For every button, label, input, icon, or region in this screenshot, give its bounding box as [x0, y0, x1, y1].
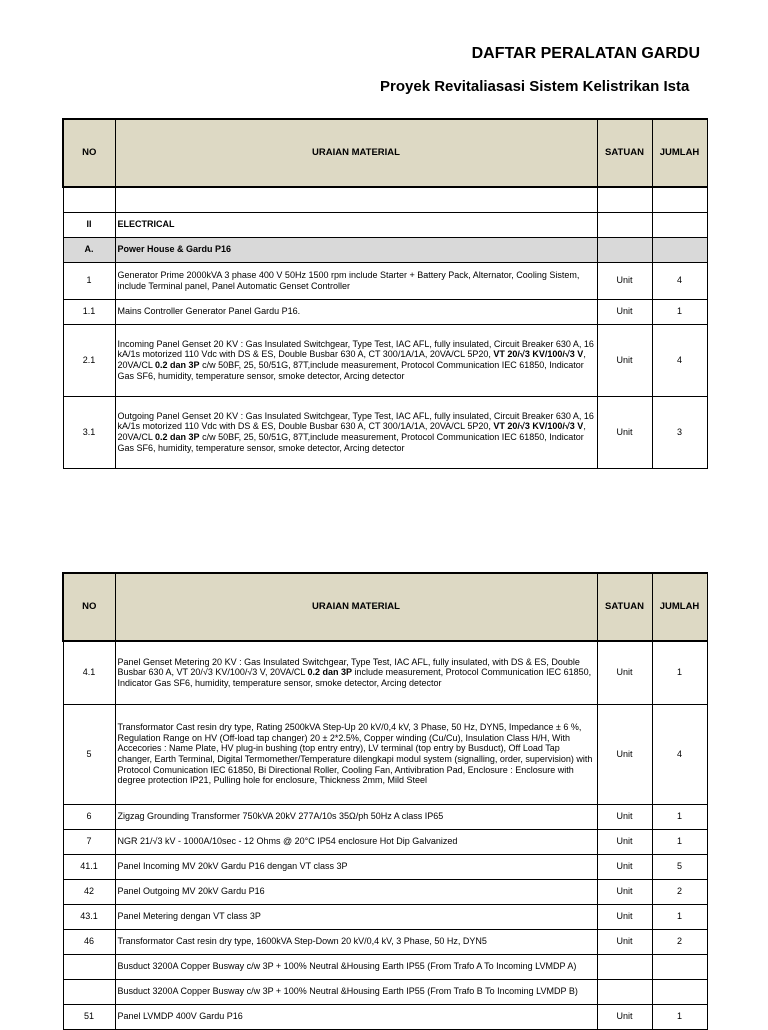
- cell-jumlah: [652, 237, 707, 262]
- cell-satuan: [597, 954, 652, 979]
- table-row: [63, 1004, 707, 1029]
- cell-no: 2.1: [63, 324, 115, 396]
- cell-satuan: Unit: [597, 804, 652, 829]
- cell-desc: Busduct 3200A Copper Busway c/w 3P + 100% Neutral &Housing Earth IP55 (From Trafo B To Incoming LVMDP B): [115, 979, 597, 1004]
- cell-satuan: Unit: [597, 299, 652, 324]
- cell-jumlah: 2: [652, 929, 707, 954]
- header-jumlah: JUMLAH: [652, 119, 707, 187]
- cell-jumlah: 3: [652, 396, 707, 468]
- desc-bold-text: VT 20/√3 KV/100/√3 V: [493, 421, 584, 432]
- header-uraian-material: URAIAN MATERIAL: [115, 119, 597, 187]
- cell-desc: Generator Prime 2000kVA 3 phase 400 V 50Hz 1500 rpm include Starter + Battery Pack, Alternator, Cooling Sistem, include Terminal panel, Panel Automatic Genset Controller: [115, 262, 597, 299]
- cell-satuan: Unit: [597, 929, 652, 954]
- cell-jumlah: 1: [652, 1004, 707, 1029]
- desc-text: , 20VA/CL: [117, 421, 586, 442]
- blank-row: [63, 187, 707, 212]
- desc-bold-text: 0.2 dan 3P: [155, 432, 200, 442]
- header-no: NO: [63, 573, 115, 641]
- cell-no: II: [63, 212, 115, 237]
- table-row: [63, 804, 707, 829]
- desc-text: include measurement, Protocol Communication IEC 61850, Indicator Gas SF6, humidity, temperature sensor, smoke detector, Arcing detector: [117, 667, 592, 689]
- cell-no: 1.1: [63, 299, 115, 324]
- table-row: [63, 954, 707, 979]
- cell-satuan: Unit: [597, 324, 652, 396]
- cell-desc: NGR 21/√3 kV - 1000A/10sec - 12 Ohms @ 20°C IP54 enclosure Hot Dip Galvanized: [115, 829, 597, 854]
- cell-no: 43.1: [63, 904, 115, 929]
- table-header-row: [63, 119, 707, 187]
- desc-bold-text: 0.2 dan 3P: [155, 360, 200, 370]
- cell-no: [63, 979, 115, 1004]
- cell-jumlah: 4: [652, 262, 707, 299]
- cell-jumlah: 2: [652, 879, 707, 904]
- cell-no: 6: [63, 804, 115, 829]
- cell-jumlah: 4: [652, 704, 707, 804]
- table-row: [63, 879, 707, 904]
- cell-satuan: Unit: [597, 262, 652, 299]
- cell-jumlah: [652, 187, 707, 212]
- desc-text: Outgoing Panel Genset 20 KV : Gas Insulated Switchgear, Type Test, IAC AFL, fully insulated, Circuit Breaker 630 A, 16 kA/1s motorized 110 Vdc with DS & ES, Double Busbar 630 A, CT 300/1A/1A, 20VA/CL 5P20,: [117, 410, 594, 432]
- cell-satuan: [597, 237, 652, 262]
- cell-desc: [115, 187, 597, 212]
- cell-desc: Panel Metering dengan VT class 3P: [115, 904, 597, 929]
- cell-no: [63, 954, 115, 979]
- cell-satuan: [597, 212, 652, 237]
- cell-desc: ELECTRICAL: [115, 212, 597, 237]
- cell-no: 42: [63, 879, 115, 904]
- desc-text: Panel Genset Metering 20 KV : Gas Insulated Switchgear, Type Test, IAC AFL, fully insulated, with DS & ES, Double Busbar 630 A, VT 20/√3 KV/100/√3 V, 20VA/CL: [117, 656, 580, 678]
- cell-jumlah: [652, 954, 707, 979]
- table-header-row: [63, 573, 707, 641]
- cell-desc: Panel LVMDP 400V Gardu P16: [115, 1004, 597, 1029]
- cell-no: 5: [63, 704, 115, 804]
- cell-jumlah: [652, 212, 707, 237]
- cell-desc: [115, 641, 597, 704]
- desc-bold-text: 0.2 dan 3P: [307, 667, 353, 678]
- table-row: [63, 854, 707, 879]
- cell-no: 1: [63, 262, 115, 299]
- cell-desc: [115, 396, 597, 468]
- material-table-2: [62, 572, 708, 1030]
- cell-desc: Transformator Cast resin dry type, Rating 2500kVA Step-Up 20 kV/0,4 kV, 3 Phase, 50 Hz, DYN5, Impedance ± 6 %, Regulation Range on HV (Off-load tap changer) 20 ± 2*2.5%, Copper winding (Cu/Cu), Insulation Class H/H, With Accecories : Name Plate, HV plug-in bushing (top entry entry), LV terminal (top entry by Busduct), Off Load Tap changer, Earth Terminal, Digital Termomether/Temperature dilengkapi modul system (signalling, order, supervision) with Protocol Comunication IEC 61850, Bi Directional Roller, Cooling Fan, Antivibration Pad, Enclosure : Enclosure with degree protection IP21, Pulling hole for enclosure, Thickness 2mm, Mild Steel: [115, 704, 597, 804]
- subsection-row-power-house: [63, 237, 707, 262]
- header-satuan: SATUAN: [597, 573, 652, 641]
- cell-no: 4.1: [63, 641, 115, 704]
- cell-desc: Transformator Cast resin dry type, 1600kVA Step-Down 20 kV/0,4 kV, 3 Phase, 50 Hz, DYN5: [115, 929, 597, 954]
- table-row: [63, 929, 707, 954]
- cell-jumlah: 1: [652, 904, 707, 929]
- header-satuan: SATUAN: [597, 119, 652, 187]
- table-row: [63, 641, 707, 704]
- cell-no: 3.1: [63, 396, 115, 468]
- cell-no: 41.1: [63, 854, 115, 879]
- cell-satuan: Unit: [597, 879, 652, 904]
- desc-text: , 20VA/CL: [117, 349, 586, 370]
- cell-no: [63, 187, 115, 212]
- header-no: NO: [63, 119, 115, 187]
- cell-desc: [115, 324, 597, 396]
- table-row: [63, 324, 707, 396]
- desc-text: c/w 50BF, 25, 50/51G, 87T,include measurement, Protocol Communication IEC 61850, Indicator Gas SF6, humidity, temperature sensor, smoke detector, Arcing detector: [117, 360, 584, 381]
- cell-jumlah: 1: [652, 804, 707, 829]
- cell-desc: Mains Controller Generator Panel Gardu P16.: [115, 299, 597, 324]
- table-row: [63, 396, 707, 468]
- desc-bold-text: VT 20/√3 KV/100/√3 V: [493, 349, 584, 360]
- table-row: [63, 262, 707, 299]
- cell-desc: Busduct 3200A Copper Busway c/w 3P + 100% Neutral &Housing Earth IP55 (From Trafo A To Incoming LVMDP A): [115, 954, 597, 979]
- cell-desc: Panel Incoming MV 20kV Gardu P16 dengan VT class 3P: [115, 854, 597, 879]
- cell-satuan: Unit: [597, 641, 652, 704]
- cell-desc: Power House & Gardu P16: [115, 237, 597, 262]
- header-uraian-material: URAIAN MATERIAL: [115, 573, 597, 641]
- cell-jumlah: 1: [652, 829, 707, 854]
- header-jumlah: JUMLAH: [652, 573, 707, 641]
- cell-jumlah: 4: [652, 324, 707, 396]
- cell-satuan: Unit: [597, 854, 652, 879]
- cell-satuan: [597, 187, 652, 212]
- cell-satuan: Unit: [597, 829, 652, 854]
- cell-satuan: Unit: [597, 1004, 652, 1029]
- project-subtitle: Proyek Revitaliasasi Sistem Kelistrikan Ista: [380, 78, 690, 95]
- cell-desc: Panel Outgoing MV 20kV Gardu P16: [115, 879, 597, 904]
- cell-jumlah: 5: [652, 854, 707, 879]
- table-row: [63, 979, 707, 1004]
- table-row: [63, 904, 707, 929]
- cell-no: 51: [63, 1004, 115, 1029]
- table-row: [63, 704, 707, 804]
- document-title: DAFTAR PERALATAN GARDU: [471, 45, 700, 62]
- cell-no: 7: [63, 829, 115, 854]
- material-table-1: [62, 118, 708, 469]
- cell-satuan: Unit: [597, 396, 652, 468]
- cell-desc: Zigzag Grounding Transformer 750kVA 20kV 277A/10s 35Ω/ph 50Hz A class IP65: [115, 804, 597, 829]
- cell-jumlah: [652, 979, 707, 1004]
- desc-text: Incoming Panel Genset 20 KV : Gas Insulated Switchgear, Type Test, IAC AFL, fully insulated, Circuit Breaker 630 A, 16 kA/1s motorized 110 Vdc with DS & ES, Double Busbar 630 A, CT 300/1A/1A, 20VA/CL 5P20,: [117, 338, 594, 360]
- section-row-electrical: [63, 212, 707, 237]
- cell-satuan: Unit: [597, 704, 652, 804]
- cell-no: A.: [63, 237, 115, 262]
- cell-jumlah: 1: [652, 299, 707, 324]
- table-row: [63, 829, 707, 854]
- cell-no: 46: [63, 929, 115, 954]
- desc-text: c/w 50BF, 25, 50/51G, 87T,include measurement, Protocol Communication IEC 61850, Indicator Gas SF6, humidity, temperature sensor, smoke detector, Arcing detector: [117, 432, 584, 453]
- cell-jumlah: 1: [652, 641, 707, 704]
- cell-satuan: Unit: [597, 904, 652, 929]
- table-row: [63, 299, 707, 324]
- cell-satuan: [597, 979, 652, 1004]
